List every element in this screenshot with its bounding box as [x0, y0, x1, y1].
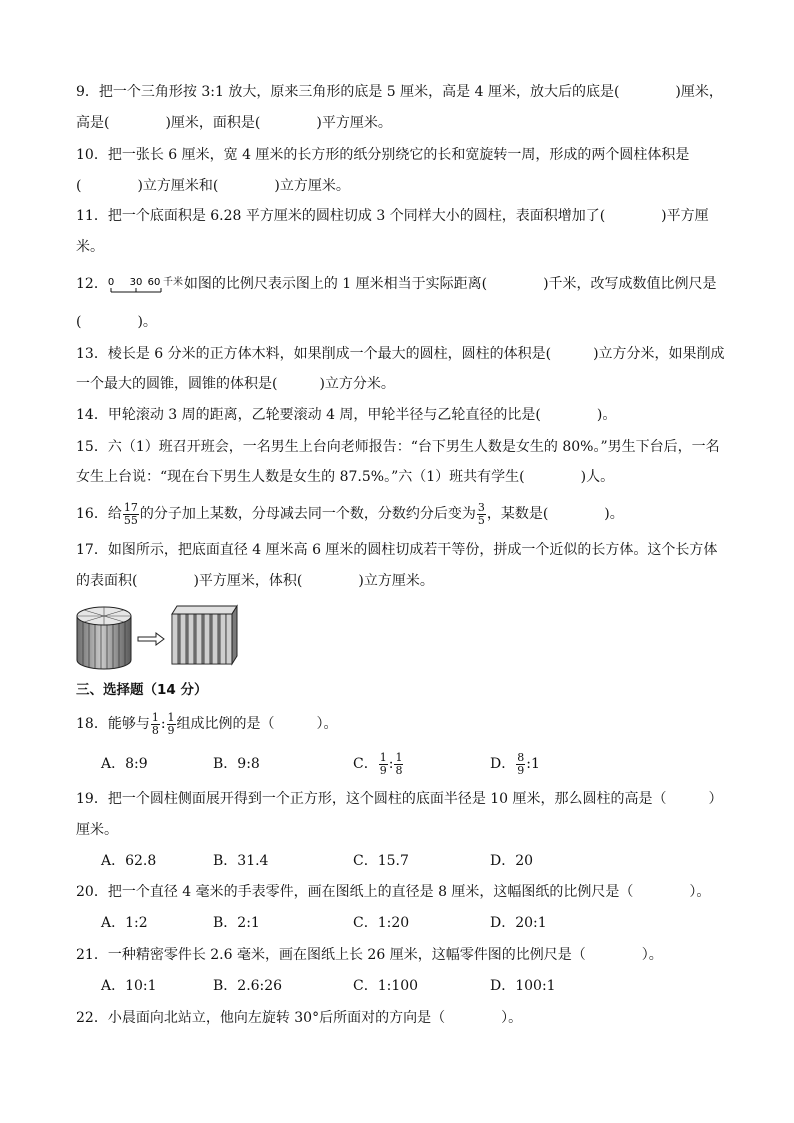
q16-line1	[76, 500, 624, 528]
q21-option-c[interactable]: C．1:100	[353, 978, 419, 994]
q10-line1: 10．把一张长 6 厘米，宽 4 厘米的长方形的纸分别绕它的长和宽旋转一周，形成的两个圆柱体积是	[76, 147, 690, 163]
fraction-denominator: 9	[167, 723, 175, 737]
q10-line2: ( )立方厘米和( )立方厘米。	[76, 178, 350, 194]
scale-tick-60: 60	[147, 277, 161, 288]
q15-line1: 15．六（1）班召开班会，一名男生上台向老师报告：“台下男生人数是女生的 80%。”男生下台后，一名	[76, 439, 720, 455]
q14-line1: 14．甲轮滚动 3 周的距离，乙轮要滚动 4 周，甲轮半径与乙轮直径的比是( )。	[76, 407, 617, 423]
q11-line2: 米。	[76, 239, 104, 255]
q19-option-a[interactable]: A．62.8	[101, 853, 157, 869]
scale-bar-figure	[108, 274, 184, 294]
cylinder-shape	[77, 607, 131, 669]
fraction-denominator: 8	[151, 723, 159, 737]
fraction-1-8	[151, 712, 160, 737]
fraction-numerator: 8	[517, 750, 525, 764]
scale-unit: 千米	[162, 277, 183, 288]
section-3-heading: 三、选择题（14 分）	[76, 682, 208, 698]
q12-line1	[76, 274, 717, 298]
q19-option-d[interactable]: D．20	[490, 853, 534, 869]
q18-text-a: 18．能够与	[76, 716, 150, 732]
cuboid-shape	[172, 606, 237, 664]
fraction-denominator: 9	[379, 763, 387, 777]
q9-line2: 高是( )厘米，面积是( )平方厘米。	[76, 115, 392, 131]
q22-line1: 22．小晨面向北站立，他向左旋转 30°后所面对的方向是（ ）。	[76, 1010, 523, 1026]
fraction-numerator: 1	[379, 750, 387, 764]
fraction-numerator: 1	[151, 710, 159, 724]
q12-text: 如图的比例尺表示图上的 1 厘米相当于实际距离( )千米，改写成数值比例尺是	[183, 276, 717, 292]
fraction-numerator: 1	[167, 710, 175, 724]
q19-option-c[interactable]: C．15.7	[353, 853, 409, 869]
option-letter: D．	[490, 756, 516, 772]
fraction-numerator: 3	[477, 500, 485, 514]
fraction-numerator: 1	[395, 750, 403, 764]
q19-line1: 19．把一个圆柱侧面展开得到一个正方形，这个圆柱的底面半径是 10 厘米，那么圆柱的高是（ ）	[76, 791, 723, 807]
q18-option-a[interactable]: A．8:9	[101, 756, 148, 772]
fraction-8-9	[516, 752, 525, 777]
q16-text-c: ，某数是( )。	[486, 506, 624, 522]
fraction-17-55	[123, 502, 139, 527]
q18-option-b[interactable]: B．9:8	[213, 756, 260, 772]
ratio-colon: :	[388, 756, 394, 772]
cylinder-to-cuboid-figure	[74, 602, 244, 672]
q12-number: 12．	[76, 276, 108, 292]
q11-line1: 11．把一个底面积是 6.28 平方厘米的圆柱切成 3 个同样大小的圆柱，表面积增加了( )平方厘	[76, 208, 709, 224]
q16-text-b: 的分子加上某数，分母减去同一个数，分数约分后变为	[139, 506, 476, 522]
q20-option-d[interactable]: D．20:1	[490, 915, 547, 931]
q20-option-a[interactable]: A．1:2	[101, 915, 148, 931]
q20-option-b[interactable]: B．2:1	[213, 915, 260, 931]
q18-text-b: 组成比例的是（ ）。	[176, 716, 338, 732]
q13-line1: 13．棱长是 6 分米的正方体木料，如果削成一个最大的圆柱，圆柱的体积是( )立方分米，如果削成	[76, 346, 725, 362]
q18-option-c[interactable]	[353, 750, 404, 778]
q20-option-c[interactable]: C．1:20	[353, 915, 410, 931]
fraction-denominator: 5	[477, 513, 485, 527]
q21-option-b[interactable]: B．2.6:26	[213, 978, 283, 994]
ratio-colon: :	[160, 716, 166, 732]
fraction-3-5	[477, 502, 486, 527]
fraction-denominator: 8	[395, 763, 403, 777]
q15-line2: 女生上台说：“现在台下男生人数是女生的 87.5%。”六（1）班共有学生( )人。	[76, 469, 615, 485]
fraction-1-9	[379, 752, 388, 777]
fraction-1-9	[167, 712, 176, 737]
q16-text-a: 16．给	[76, 506, 122, 522]
q17-line1: 17．如图所示，把底面直径 4 厘米高 6 厘米的圆柱切成若干等份，拼成一个近似的长方体。这个长方体	[76, 542, 718, 558]
scale-tick-30: 30	[129, 277, 143, 288]
ratio-suffix: :1	[526, 756, 540, 772]
q20-line1: 20．把一个直径 4 毫米的手表零件，画在图纸上的直径是 8 厘米，这幅图纸的比例尺是（ ）。	[76, 884, 711, 900]
q17-line2: 的表面积( )平方厘米，体积( )立方厘米。	[76, 573, 434, 589]
fraction-1-8	[394, 752, 403, 777]
q13-line2: 一个最大的圆锥，圆锥的体积是( )立方分米。	[76, 376, 395, 392]
q19-line2: 厘米。	[76, 822, 118, 838]
option-letter: C．	[353, 756, 378, 772]
q9-line1: 9．把一个三角形按 3:1 放大，原来三角形的底是 5 厘米，高是 4 厘米，放大后的底是( )厘米，	[76, 84, 723, 100]
q21-option-d[interactable]: D．100:1	[490, 978, 556, 994]
arrow-icon	[138, 633, 164, 645]
scale-tick-0: 0	[107, 277, 115, 288]
fraction-numerator: 17	[123, 500, 138, 514]
q18-line1	[76, 710, 338, 738]
q21-option-a[interactable]: A．10:1	[101, 978, 157, 994]
fraction-denominator: 9	[517, 763, 525, 777]
fraction-denominator: 55	[123, 513, 138, 527]
q18-option-d[interactable]	[490, 750, 540, 778]
q19-option-b[interactable]: B．31.4	[213, 853, 269, 869]
q21-line1: 21．一种精密零件长 2.6 毫米，画在图纸上长 26 厘米，这幅零件图的比例尺是（ ）。	[76, 947, 663, 963]
q12-line2: ( )。	[76, 314, 157, 330]
